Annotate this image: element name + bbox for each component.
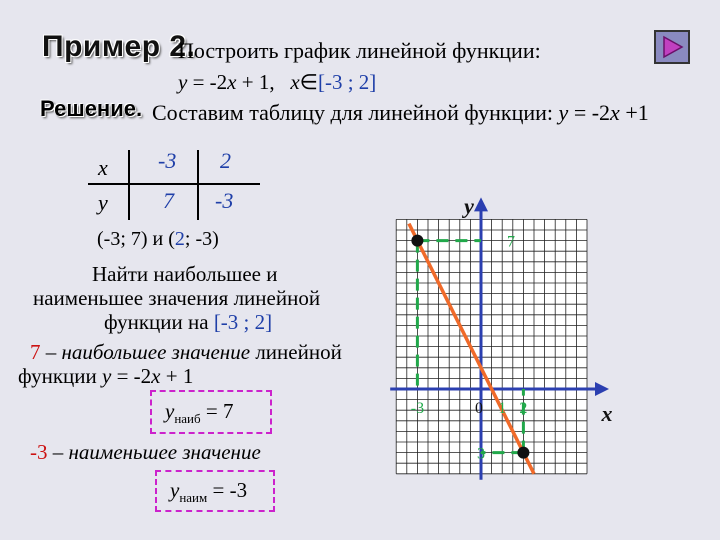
x-axis-label: x xyxy=(601,401,613,426)
x-axis-arrow xyxy=(595,382,609,396)
y-tick-label: 3 xyxy=(477,445,485,463)
x-tick-label: 1 xyxy=(498,400,507,417)
points-text: (-3; 7) и (2; -3) xyxy=(97,228,219,250)
task-text: Построить график линейной функции: xyxy=(178,38,541,63)
table-y-label: y xyxy=(98,190,108,215)
function-definition: y = -2x + 1, x∈[-3 ; 2] xyxy=(178,70,377,94)
max-answer: $y_{наиб} = 7$ xyxy=(165,399,234,427)
solution-text: Составим таблицу для линейной функции: y = -2x +1 xyxy=(152,100,649,125)
table-x-label: x xyxy=(98,155,108,180)
data-point xyxy=(517,447,529,459)
find-line-1: Найти наибольшее и xyxy=(92,262,278,286)
max-statement: 7 – наибольшее значение линейной xyxy=(30,340,342,364)
table-y-value: -3 xyxy=(215,188,234,213)
data-point xyxy=(411,235,423,247)
table-y-value: 7 xyxy=(163,188,174,213)
y-axis-arrow xyxy=(474,197,488,211)
min-statement: -3 – наименьшее значение xyxy=(30,440,261,464)
find-line-2: наименьшее значения линейной xyxy=(33,286,321,310)
table-x-value: 2 xyxy=(220,148,231,173)
table-x-value: -3 xyxy=(158,148,177,173)
min-answer: $y_{наим} = -3$ xyxy=(170,478,248,506)
y-tick-label: 7 xyxy=(507,233,515,251)
x-tick-label: 2 xyxy=(519,400,528,417)
solution-title: Решение. xyxy=(40,96,143,121)
y-axis-label: y xyxy=(464,193,474,219)
max-function: функции y = -2x + 1 xyxy=(18,364,194,388)
example-title: Пример 2. xyxy=(42,30,196,63)
x-tick-label: 0 xyxy=(475,400,483,417)
x-tick-label: -3 xyxy=(410,400,425,417)
find-line-3: функции на [-3 ; 2] xyxy=(104,310,273,334)
